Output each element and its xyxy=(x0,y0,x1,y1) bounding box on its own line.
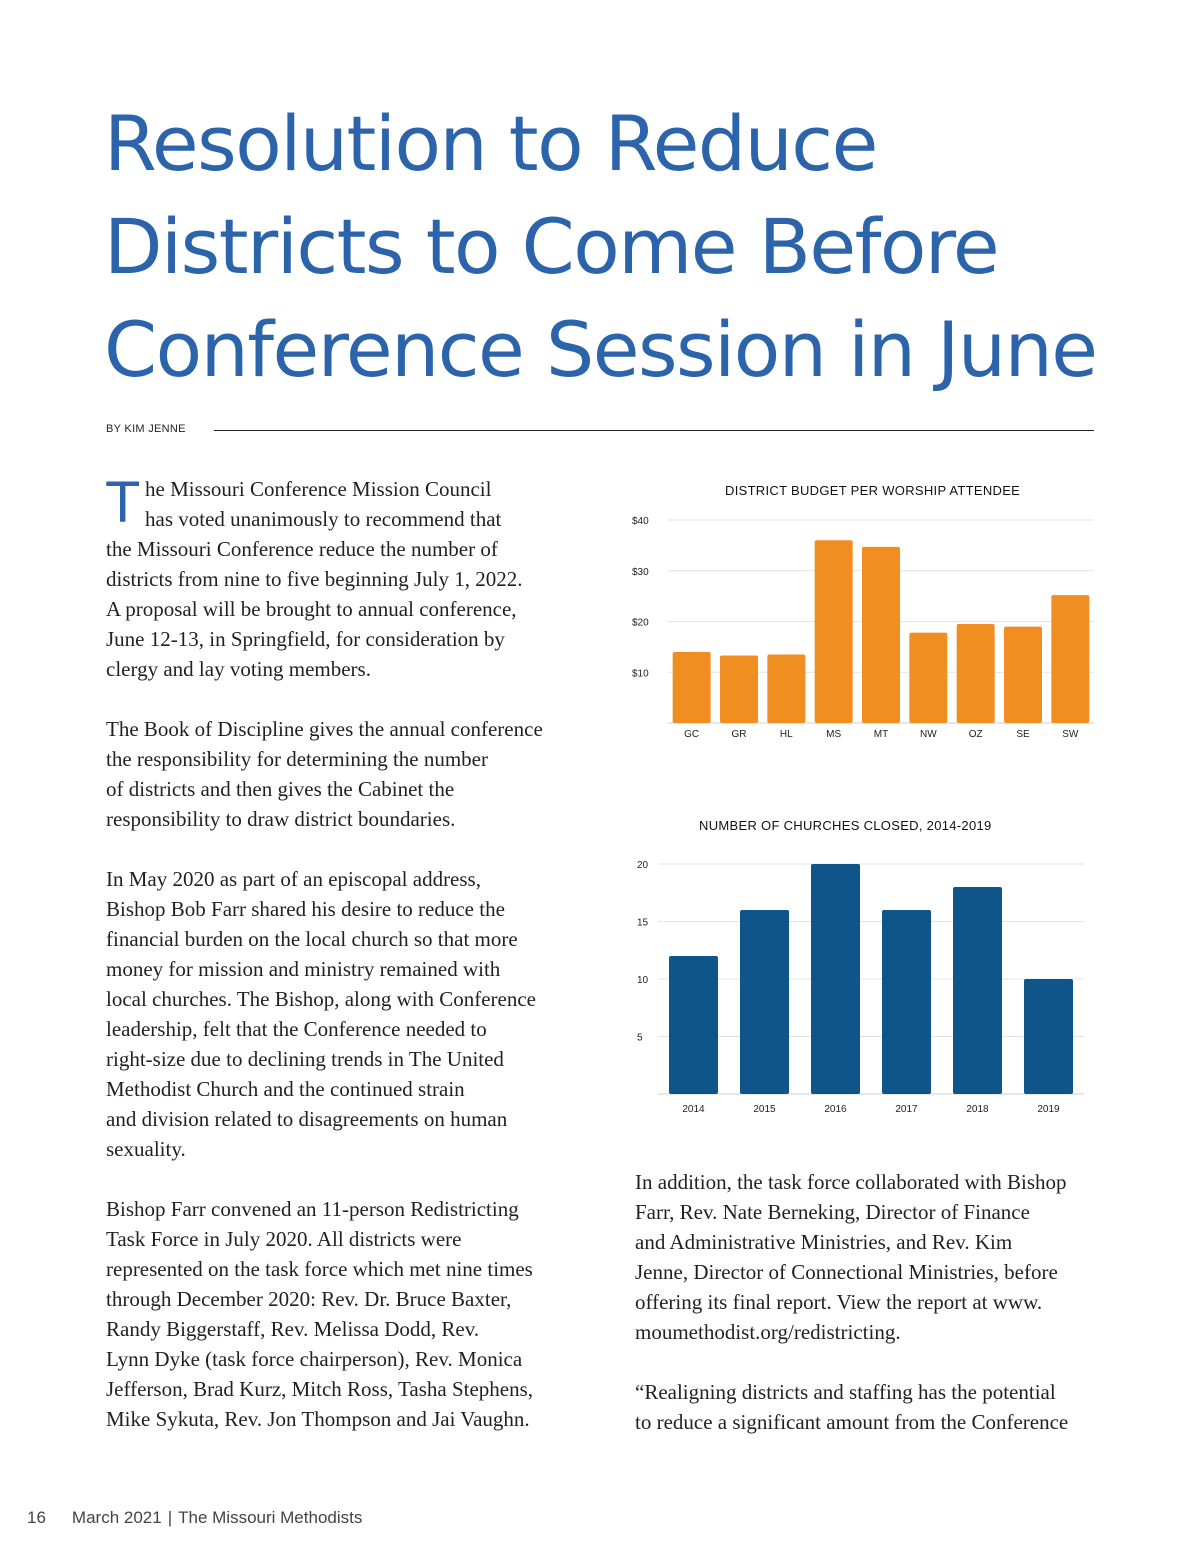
text-line: of districts and then gives the Cabinet the xyxy=(106,777,455,801)
budget-bar-chart xyxy=(620,505,1100,745)
text-line: In addition, the task force collaborated with Bishop xyxy=(635,1170,1067,1194)
page-footer xyxy=(27,1508,362,1528)
paragraph-1 xyxy=(105,470,576,684)
x-tick-label: MT xyxy=(873,729,889,740)
x-tick-label: 2015 xyxy=(753,1104,776,1115)
headline-line-2: Districts to Come Before xyxy=(104,202,999,291)
text-line: The Book of Discipline gives the annual conference xyxy=(106,717,543,741)
text-line: local churches. The Bishop, along with Conference xyxy=(106,987,536,1011)
y-tick-label: $20 xyxy=(632,617,649,629)
text-line: sexuality. xyxy=(106,1137,186,1161)
footer-separator: | xyxy=(167,1508,173,1527)
text-line: and division related to disagreements on human xyxy=(106,1107,508,1131)
issue-date: March 2021 xyxy=(71,1508,162,1527)
text-line: moumethodist.org/redistricting. xyxy=(635,1320,901,1344)
bar xyxy=(720,656,758,723)
text-line: Methodist Church and the continued strain xyxy=(106,1077,465,1101)
bar xyxy=(673,652,711,723)
bar xyxy=(862,547,900,723)
paragraph-6 xyxy=(635,1377,1105,1437)
paragraph-2 xyxy=(106,714,576,834)
chart-2-title: NUMBER OF CHURCHES CLOSED, 2014-2019 xyxy=(699,818,992,833)
text-line: represented on the task force which met nine times xyxy=(106,1257,533,1281)
bar xyxy=(957,624,995,723)
byline-divider xyxy=(214,430,1094,431)
headline xyxy=(104,92,1144,401)
text-line: and Administrative Ministries, and Rev. Kim xyxy=(635,1230,1013,1254)
headline-line-1: Resolution to Reduce xyxy=(104,99,877,188)
bar xyxy=(811,864,860,1094)
x-tick-label: 2019 xyxy=(1037,1104,1060,1115)
y-tick-label: $40 xyxy=(632,516,649,527)
bar xyxy=(669,956,718,1094)
bar xyxy=(1024,979,1073,1094)
x-tick-label: HL xyxy=(779,729,793,740)
bar xyxy=(1004,627,1042,723)
text-line: the Missouri Conference reduce the number of xyxy=(106,537,498,561)
headline-line-3: Conference Session in June xyxy=(104,305,1097,394)
text-line: clergy and lay voting members. xyxy=(106,657,371,681)
x-tick-label: GR xyxy=(731,729,747,740)
text-line: money for mission and ministry remained with xyxy=(106,957,501,981)
bar xyxy=(1051,595,1089,723)
text-line: financial burden on the local church so that more xyxy=(106,927,518,951)
text-line: June 12-13, in Springfield, for consideration by xyxy=(106,627,505,651)
left-column xyxy=(105,470,576,1434)
text-line: right-size due to declining trends in The United xyxy=(106,1047,504,1071)
x-tick-label: 2018 xyxy=(966,1104,989,1115)
text-line: through December 2020: Rev. Dr. Bruce Baxter, xyxy=(106,1287,512,1311)
text-line: “Realigning districts and staffing has the potential xyxy=(635,1380,1056,1404)
bar xyxy=(882,910,931,1094)
text-line: In May 2020 as part of an episcopal address, xyxy=(106,867,481,891)
text-line: responsibility to draw district boundaries. xyxy=(106,807,456,831)
text-line: Jefferson, Brad Kurz, Mitch Ross, Tasha Stephens, xyxy=(106,1377,534,1401)
paragraph-5 xyxy=(635,1167,1105,1347)
text-line: to reduce a significant amount from the Conference xyxy=(635,1410,1069,1434)
text-line: Randy Biggerstaff, Rev. Melissa Dodd, Rev. xyxy=(106,1317,480,1341)
y-tick-label: 5 xyxy=(637,1032,643,1044)
y-tick-label: 20 xyxy=(637,860,649,871)
bar xyxy=(740,910,789,1094)
y-tick-label: $10 xyxy=(632,668,649,680)
byline: BY KIM JENNE xyxy=(106,423,186,435)
text-line: Jenne, Director of Connectional Ministries, before xyxy=(635,1260,1058,1284)
bar xyxy=(815,540,853,723)
text-line: Bishop Farr convened an 11-person Redistricting xyxy=(106,1197,519,1221)
text-line: the responsibility for determining the number xyxy=(106,747,488,771)
text-line: A proposal will be brought to annual conference, xyxy=(106,597,517,621)
publication-name: The Missouri Methodists xyxy=(178,1508,363,1527)
x-tick-label: 2016 xyxy=(824,1104,847,1115)
x-tick-label: GC xyxy=(684,729,700,740)
right-column xyxy=(635,1167,1105,1437)
closures-bar-chart xyxy=(620,850,1100,1120)
x-tick-label: SW xyxy=(1062,729,1079,740)
y-tick-label: 15 xyxy=(637,917,649,929)
chart-1-title: DISTRICT BUDGET PER WORSHIP ATTENDEE xyxy=(725,483,1021,498)
page-number: 16 xyxy=(27,1508,46,1527)
x-tick-label: 2017 xyxy=(895,1104,918,1115)
paragraph-3 xyxy=(106,864,576,1164)
y-tick-label: 10 xyxy=(637,975,649,986)
text-line: offering its final report. View the report at www. xyxy=(635,1290,1043,1314)
x-tick-label: NW xyxy=(919,729,937,740)
text-line: Bishop Bob Farr shared his desire to reduce the xyxy=(106,897,505,921)
text-line: districts from nine to five beginning July 1, 2022. xyxy=(106,567,523,591)
text-line: Farr, Rev. Nate Berneking, Director of Finance xyxy=(635,1200,1030,1224)
x-tick-label: MS xyxy=(826,729,842,740)
text-line: Task Force in July 2020. All districts were xyxy=(106,1227,462,1251)
text-line: Mike Sykuta, Rev. Jon Thompson and Jai Vaughn. xyxy=(106,1407,530,1431)
text-line: Lynn Dyke (task force chairperson), Rev. Monica xyxy=(106,1347,523,1371)
bar xyxy=(909,633,947,723)
x-tick-label: 2014 xyxy=(682,1104,705,1115)
drop-cap: T xyxy=(105,470,141,535)
x-tick-label: OZ xyxy=(968,729,983,740)
bar xyxy=(767,654,805,723)
text-line: has voted unanimously to recommend that xyxy=(145,507,502,531)
bar xyxy=(953,887,1002,1094)
y-tick-label: $30 xyxy=(632,566,649,578)
x-tick-label: SE xyxy=(1016,729,1030,740)
text-line: leadership, felt that the Conference needed to xyxy=(106,1017,487,1041)
text-line: he Missouri Conference Mission Council xyxy=(145,477,492,501)
paragraph-4 xyxy=(106,1194,576,1434)
